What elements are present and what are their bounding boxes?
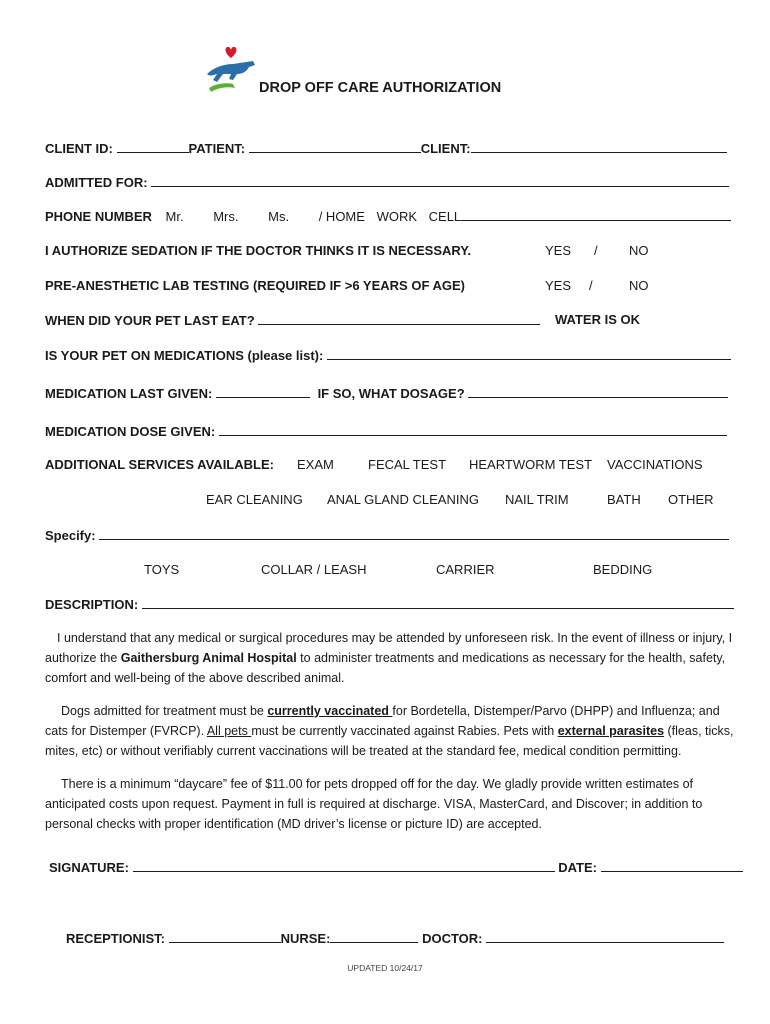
vaccination-paragraph <box>45 701 740 761</box>
phone-type-cell[interactable]: CELL <box>428 209 462 224</box>
signature-field[interactable] <box>133 859 555 872</box>
sedation-no[interactable]: NO <box>629 243 649 258</box>
fee-paragraph <box>45 774 740 834</box>
doctor-label: DOCTOR: <box>422 931 483 946</box>
vacc-text-e: must be currently vaccinated against Rabies. Pets with <box>251 724 558 738</box>
service-nail-trim[interactable]: NAIL TRIM <box>505 492 569 507</box>
vacc-text-a: Dogs admitted for treatment must be <box>61 704 268 718</box>
last-eat-row <box>45 312 540 328</box>
date-label: DATE: <box>558 860 597 875</box>
page-title: DROP OFF CARE AUTHORIZATION <box>259 80 502 96</box>
water-ok-note: WATER IS OK <box>555 312 640 327</box>
admitted-for-label: ADMITTED FOR: <box>45 175 148 190</box>
medications-field[interactable] <box>327 347 731 360</box>
heart-icon <box>226 47 237 58</box>
receptionist-label: RECEPTIONIST: <box>66 931 165 946</box>
sedation-row <box>45 243 471 258</box>
doctor-field[interactable] <box>486 930 724 943</box>
currently-vaccinated-text: currently vaccinated <box>267 704 393 718</box>
admitted-for-row <box>45 174 729 190</box>
dosage-field[interactable] <box>468 385 728 398</box>
nurse-field[interactable] <box>330 930 418 943</box>
phone-row <box>45 208 731 224</box>
admitted-for-field[interactable] <box>151 174 729 187</box>
dog-icon <box>207 61 255 82</box>
fee-text: There is a minimum “daycare” fee of $11.00 for pets dropped off for the day. We gladly provide written estimates of anticipated costs upon request. Payment in full is required at discharge. VISA, MasterCard, and Discover; in addition to personal checks with proper identification (MD driver’s license or picture ID) are accepted. <box>45 777 703 831</box>
last-eat-field[interactable] <box>258 312 540 325</box>
lab-slash: / <box>589 278 593 293</box>
service-anal-gland-cleaning[interactable]: ANAL GLAND CLEANING <box>327 492 479 507</box>
specify-label: Specify: <box>45 528 96 543</box>
client-field[interactable] <box>471 140 727 153</box>
risk-paragraph <box>45 628 740 688</box>
medications-label: IS YOUR PET ON MEDICATIONS (please list): <box>45 348 324 363</box>
specify-field[interactable] <box>99 527 729 540</box>
specify-row <box>45 527 729 543</box>
med-last-given-label: MEDICATION LAST GIVEN: <box>45 386 213 401</box>
client-id-label: CLIENT ID: <box>45 141 113 156</box>
phone-label: PHONE NUMBER <box>45 209 152 224</box>
phone-type-work[interactable]: WORK <box>376 209 418 224</box>
last-eat-label: WHEN DID YOUR PET LAST EAT? <box>45 313 255 328</box>
lab-testing-row <box>45 278 465 293</box>
belonging-toys[interactable]: TOYS <box>144 562 180 577</box>
external-parasites-text: external parasites <box>557 724 665 738</box>
client-label: CLIENT: <box>420 141 471 156</box>
signature-row <box>49 859 743 875</box>
phone-type-home[interactable]: / HOME <box>318 209 365 224</box>
date-field[interactable] <box>601 859 743 872</box>
client-id-field[interactable] <box>117 140 189 153</box>
service-ear-cleaning[interactable]: EAR CLEANING <box>206 492 303 507</box>
service-fecal-test[interactable]: FECAL TEST <box>368 457 447 472</box>
description-field[interactable] <box>142 596 734 609</box>
sedation-label: I AUTHORIZE SEDATION IF THE DOCTOR THINKS IT IS NECESSARY. <box>45 243 472 258</box>
med-last-given-field[interactable] <box>216 385 310 398</box>
service-other[interactable]: OTHER <box>668 492 714 507</box>
sedation-yes[interactable]: YES <box>545 243 572 258</box>
services-label: ADDITIONAL SERVICES AVAILABLE: <box>45 457 274 472</box>
risk-text-c: to administer treatments and medications as necessary for the health, safety, comfort and well-being of the above described animal. <box>45 651 726 685</box>
vacc-text-g: (fleas, ticks, mites, etc) or without verifiably current vaccinations will be treated at the standard fee, medical condition permitting. <box>45 724 734 758</box>
med-dose-given-label: MEDICATION DOSE GIVEN: <box>45 424 216 439</box>
service-exam[interactable]: EXAM <box>297 457 334 472</box>
service-heartworm-test[interactable]: HEARTWORM TEST <box>469 457 593 472</box>
lab-testing-label: PRE-ANESTHETIC LAB TESTING (REQUIRED IF >6 YEARS OF AGE) <box>45 278 466 293</box>
belonging-bedding[interactable]: BEDDING <box>593 562 653 577</box>
phone-title-mr[interactable]: Mr. <box>165 209 184 224</box>
lab-no[interactable]: NO <box>629 278 649 293</box>
all-pets-text: All pets <box>206 724 252 738</box>
hospital-name: Gaithersburg Animal Hospital <box>120 651 297 665</box>
belonging-carrier[interactable]: CARRIER <box>436 562 495 577</box>
service-bath[interactable]: BATH <box>607 492 641 507</box>
dosage-label: IF SO, WHAT DOSAGE? <box>317 386 465 401</box>
belonging-collar-leash[interactable]: COLLAR / LEASH <box>261 562 367 577</box>
med-last-given-row <box>45 385 728 401</box>
receptionist-field[interactable] <box>169 930 281 943</box>
risk-text-a: I understand that any medical or surgical procedures may be attended by unforeseen risk. In the event of illness or injury, I authorize the <box>45 631 733 665</box>
hospital-logo <box>203 44 259 96</box>
signature-label: SIGNATURE: <box>49 860 129 875</box>
medications-row <box>45 347 731 363</box>
nurse-label: NURSE: <box>280 931 331 946</box>
phone-field[interactable] <box>461 208 731 221</box>
patient-label: PATIENT: <box>188 141 246 156</box>
updated-date: UPDATED 10/24/17 <box>347 963 423 973</box>
service-vaccinations[interactable]: VACCINATIONS <box>607 457 703 472</box>
description-row <box>45 596 734 612</box>
staff-row <box>66 930 724 946</box>
lab-yes[interactable]: YES <box>545 278 572 293</box>
med-dose-given-field[interactable] <box>219 423 727 436</box>
phone-title-ms[interactable]: Ms. <box>268 209 290 224</box>
med-dose-given-row <box>45 423 727 439</box>
client-info-row <box>45 140 727 156</box>
patient-field[interactable] <box>249 140 421 153</box>
phone-title-mrs[interactable]: Mrs. <box>213 209 239 224</box>
vacc-text-c: for Bordetella, Distemper/Parvo (DHPP) and Influenza; and cats for Distemper (FVRCP). <box>45 704 720 738</box>
description-label: DESCRIPTION: <box>45 597 139 612</box>
sedation-slash: / <box>594 243 598 258</box>
grass-icon <box>209 83 235 92</box>
